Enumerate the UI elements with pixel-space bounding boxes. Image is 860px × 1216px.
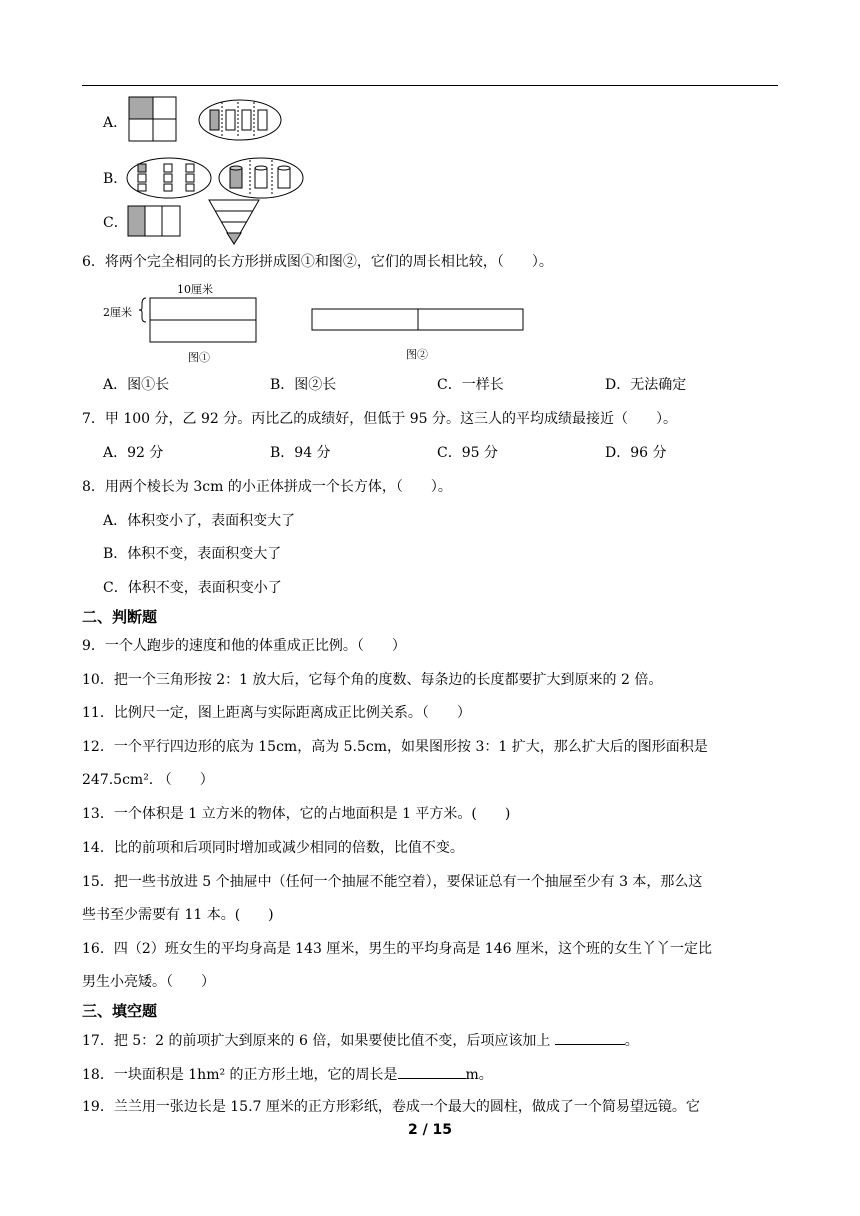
- question-18-end: m。: [465, 1067, 493, 1083]
- section-fill-heading: 三、填空题: [82, 1002, 158, 1020]
- question-19: 19．兰兰用一张边长是 15.7 厘米的正方形彩纸，卷成一个最大的圆柱，做成了一个简易望远镜。它: [82, 1099, 700, 1115]
- figure-2-rectangles: [311, 308, 525, 332]
- q6-option-d: D．无法确定: [605, 377, 687, 393]
- q8-option-a: A．体积变小了，表面积变大了: [103, 513, 296, 529]
- option-c-label: C．: [103, 215, 128, 231]
- section-judge-heading: 二、判断题: [82, 608, 158, 626]
- question-18-text: 18．一块面积是 1hm² 的正方形土地，它的周长是: [82, 1067, 398, 1083]
- option-a-label: A．: [103, 115, 128, 131]
- q8-option-c: C．体积不变，表面积变小了: [103, 580, 282, 596]
- question-9: 9．一个人跑步的速度和他的体重成正比例。（ ）: [82, 638, 406, 654]
- question-8: 8．用两个棱长为 3cm 的小正体拼成一个长方体，（ ）。: [82, 479, 452, 495]
- figure-1-rectangles: [138, 296, 262, 344]
- q6-option-b: B．图②长: [270, 377, 337, 393]
- question-15: 15．把一些书放进 5 个抽屉中（任何一个抽屉不能空着），要保证总有一个抽屉至少有 3 本，那么这: [82, 874, 703, 890]
- question-17-end: 。: [624, 1033, 639, 1049]
- answer-blank-18[interactable]: [398, 1064, 466, 1079]
- option-b-figure: [126, 156, 306, 202]
- question-10: 10．把一个三角形按 2：1 放大后，它每个角的度数、每条边的长度都要扩大到原来的 2 倍。: [82, 672, 663, 688]
- q8-option-b: B．体积不变，表面积变大了: [103, 546, 282, 562]
- question-16: 16．四（2）班女生的平均身高是 143 厘米，男生的平均身高是 146 厘米，这个班的女生丫丫一定比: [82, 941, 712, 957]
- question-16-cont: 男生小亮矮。（ ）: [82, 974, 215, 990]
- header-rule: [82, 85, 778, 86]
- question-11: 11．比例尺一定，图上距离与实际距离成正比例关系。（ ）: [82, 705, 471, 721]
- question-17: [82, 1030, 639, 1051]
- question-6: 6．将两个完全相同的长方形拼成图①和图②，它们的周长相比较，（ ）。: [82, 254, 553, 270]
- page-number: 2 / 15: [407, 1122, 453, 1138]
- fig-2-caption: 图②: [406, 348, 428, 361]
- question-12: 12．一个平行四边形的底为 15cm，高为 5.5cm，如果图形按 3：1 扩大，那么扩大后的图形面积是: [82, 739, 708, 755]
- q6-option-a: A．图①长: [103, 377, 170, 393]
- option-a-figure: [128, 96, 288, 146]
- q7-option-d: D．96 分: [605, 445, 667, 461]
- answer-blank-17[interactable]: [555, 1030, 625, 1045]
- question-17-text: 17．把 5：2 的前项扩大到原来的 6 倍，如果要使比值不变，后项应该加上: [82, 1033, 551, 1049]
- option-c-figure: [127, 198, 267, 246]
- q6-option-c: C．一样长: [437, 377, 504, 393]
- question-13: 13．一个体积是 1 立方米的物体，它的占地面积是 1 平方米。( ): [82, 806, 511, 822]
- q7-option-b: B．94 分: [270, 445, 331, 461]
- fig-1-caption: 图①: [188, 351, 210, 364]
- question-14: 14．比的前项和后项同时增加或减少相同的倍数，比值不变。: [82, 840, 464, 856]
- question-7: 7．甲 100 分，乙 92 分。丙比乙的成绩好，但低于 95 分。这三人的平均成绩最接近（ ）。: [82, 411, 677, 427]
- q7-option-a: A．92 分: [103, 445, 164, 461]
- question-18: [82, 1064, 493, 1085]
- fig-width-label: 10厘米: [177, 283, 213, 296]
- fig-height-label: 2厘米: [103, 306, 132, 319]
- question-12-cont: 247.5cm². （ ）: [82, 772, 214, 788]
- q7-option-c: C．95 分: [437, 445, 498, 461]
- question-15-cont: 些书至少需要有 11 本。( ): [82, 907, 274, 923]
- option-b-label: B．: [103, 171, 128, 187]
